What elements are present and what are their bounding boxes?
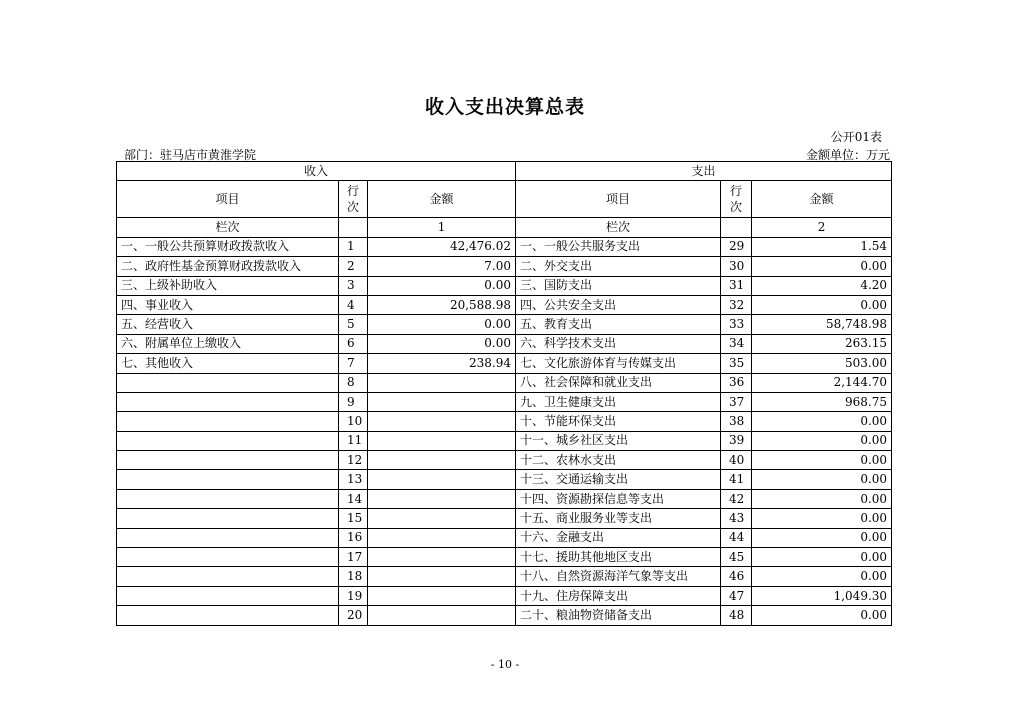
income-item-cell: 二、政府性基金预算财政拨款收入: [117, 257, 339, 276]
table-row: [117, 334, 892, 353]
income-amount-cell: [368, 567, 516, 586]
income-line-cell: 10: [339, 412, 368, 431]
income-item-cell: 五、经营收入: [117, 315, 339, 334]
budget-summary-table: [116, 161, 892, 626]
income-item-cell: 一、一般公共预算财政拨款收入: [117, 237, 339, 256]
income-line-cell: 15: [339, 509, 368, 528]
income-amount-cell: [368, 470, 516, 489]
expense-line-cell: 29: [721, 237, 752, 256]
income-item-cell: [117, 373, 339, 392]
income-section-header: 收入: [117, 162, 516, 181]
income-line-cell: 20: [339, 606, 368, 625]
expense-amount-cell: 0.00: [752, 412, 892, 431]
income-item-cell: 七、其他收入: [117, 354, 339, 373]
expense-amount-cell: 1.54: [752, 237, 892, 256]
table-row: [117, 373, 892, 392]
table-row: [117, 257, 892, 276]
table-row: [117, 586, 892, 605]
expense-line-cell: 42: [721, 489, 752, 508]
expense-line-cell: 31: [721, 276, 752, 295]
table-row: [117, 528, 892, 547]
expense-line-cell: 35: [721, 354, 752, 373]
income-line-cell: 1: [339, 237, 368, 256]
table-row: [117, 354, 892, 373]
expense-item-cell: 三、国防支出: [516, 276, 721, 295]
income-line-cell: 4: [339, 295, 368, 314]
table-row: [117, 295, 892, 314]
expense-amount-cell: 1,049.30: [752, 586, 892, 605]
expense-amount-cell: 968.75: [752, 392, 892, 411]
expense-line-cell: 33: [721, 315, 752, 334]
income-amount-cell: 7.00: [368, 257, 516, 276]
expense-item-header: 项目: [516, 181, 721, 218]
income-amount-cell: [368, 392, 516, 411]
expense-item-cell: 十五、商业服务业等支出: [516, 509, 721, 528]
income-line-cell: 19: [339, 586, 368, 605]
expense-amount-cell: 503.00: [752, 354, 892, 373]
income-amount-cell: [368, 509, 516, 528]
income-amount-cell: [368, 489, 516, 508]
expense-item-cell: 六、科学技术支出: [516, 334, 721, 353]
income-line-cell: 2: [339, 257, 368, 276]
expense-column-label: 栏次: [516, 218, 721, 237]
amount-unit-label: 金额单位：万元: [805, 148, 890, 162]
expense-amount-cell: 0.00: [752, 451, 892, 470]
income-item-cell: [117, 509, 339, 528]
income-line-cell: 8: [339, 373, 368, 392]
expense-item-cell: 十二、农林水支出: [516, 451, 721, 470]
income-amount-cell: [368, 373, 516, 392]
expense-amount-cell: 2,144.70: [752, 373, 892, 392]
income-line-cell: 5: [339, 315, 368, 334]
table-row: [117, 392, 892, 411]
expense-line-cell: 45: [721, 548, 752, 567]
income-amount-cell: [368, 606, 516, 625]
expense-line-header-text: 行次: [730, 184, 743, 215]
expense-item-cell: 十七、援助其他地区支出: [516, 548, 721, 567]
expense-amount-cell: 0.00: [752, 548, 892, 567]
expense-amount-cell: 0.00: [752, 528, 892, 547]
expense-item-cell: 十八、自然资源海洋气象等支出: [516, 567, 721, 586]
expense-item-cell: 一、一般公共服务支出: [516, 237, 721, 256]
page-number: - 10 -: [490, 658, 520, 671]
income-amount-cell: [368, 528, 516, 547]
income-amount-cell: 0.00: [368, 315, 516, 334]
income-item-cell: [117, 489, 339, 508]
income-line-cell: 17: [339, 548, 368, 567]
income-column-line-empty: [339, 218, 368, 237]
expense-line-cell: 40: [721, 451, 752, 470]
income-item-cell: [117, 431, 339, 450]
income-item-cell: 四、事业收入: [117, 295, 339, 314]
income-item-cell: [117, 451, 339, 470]
expense-section-header: 支出: [516, 162, 892, 181]
income-line-cell: 6: [339, 334, 368, 353]
table-row: [117, 509, 892, 528]
income-column-number: 1: [368, 218, 516, 237]
expense-item-cell: 十四、资源勘探信息等支出: [516, 489, 721, 508]
expense-line-cell: 48: [721, 606, 752, 625]
table-row: [117, 470, 892, 489]
expense-column-line-empty: [721, 218, 752, 237]
income-column-label: 栏次: [117, 218, 339, 237]
income-amount-cell: 20,588.98: [368, 295, 516, 314]
expense-amount-cell: 58,748.98: [752, 315, 892, 334]
expense-item-cell: 十三、交通运输支出: [516, 470, 721, 489]
income-item-cell: [117, 606, 339, 625]
income-line-header: [339, 181, 368, 218]
income-item-cell: [117, 470, 339, 489]
expense-amount-cell: 0.00: [752, 295, 892, 314]
expense-amount-cell: 0.00: [752, 567, 892, 586]
expense-amount-cell: 4.20: [752, 276, 892, 295]
income-line-cell: 3: [339, 276, 368, 295]
table-row: [117, 276, 892, 295]
page-title: 收入支出决算总表: [424, 96, 585, 118]
income-amount-cell: 0.00: [368, 276, 516, 295]
income-item-cell: [117, 412, 339, 431]
income-amount-cell: [368, 412, 516, 431]
table-row: [117, 567, 892, 586]
expense-line-cell: 36: [721, 373, 752, 392]
income-item-cell: [117, 567, 339, 586]
income-amount-cell: [368, 431, 516, 450]
income-amount-cell: 238.94: [368, 354, 516, 373]
income-line-header-text: 行次: [347, 184, 360, 215]
expense-line-cell: 32: [721, 295, 752, 314]
table-row: [117, 489, 892, 508]
expense-line-header: [721, 181, 752, 218]
table-row: [117, 451, 892, 470]
expense-line-cell: 46: [721, 567, 752, 586]
income-item-cell: [117, 392, 339, 411]
income-amount-cell: 42,476.02: [368, 237, 516, 256]
form-number: 公开01表: [830, 130, 882, 144]
income-line-cell: 9: [339, 392, 368, 411]
income-amount-cell: 0.00: [368, 334, 516, 353]
expense-line-cell: 38: [721, 412, 752, 431]
expense-line-cell: 47: [721, 586, 752, 605]
income-amount-header: 金额: [368, 181, 516, 218]
income-line-cell: 14: [339, 489, 368, 508]
expense-item-cell: 十、节能环保支出: [516, 412, 721, 431]
expense-amount-cell: 263.15: [752, 334, 892, 353]
income-item-cell: [117, 548, 339, 567]
expense-item-cell: 十九、住房保障支出: [516, 586, 721, 605]
expense-line-cell: 43: [721, 509, 752, 528]
expense-line-cell: 34: [721, 334, 752, 353]
income-amount-cell: [368, 451, 516, 470]
income-line-cell: 7: [339, 354, 368, 373]
income-item-cell: [117, 528, 339, 547]
income-item-cell: 六、附属单位上缴收入: [117, 334, 339, 353]
income-item-header: 项目: [117, 181, 339, 218]
income-amount-cell: [368, 586, 516, 605]
expense-item-cell: 十一、城乡社区支出: [516, 431, 721, 450]
expense-line-cell: 44: [721, 528, 752, 547]
table-row: [117, 237, 892, 256]
expense-amount-cell: 0.00: [752, 489, 892, 508]
table-row: [117, 431, 892, 450]
expense-item-cell: 七、文化旅游体育与传媒支出: [516, 354, 721, 373]
expense-item-cell: 五、教育支出: [516, 315, 721, 334]
expense-item-cell: 二十、粮油物资储备支出: [516, 606, 721, 625]
income-item-cell: 三、上级补助收入: [117, 276, 339, 295]
income-line-cell: 11: [339, 431, 368, 450]
table-row: [117, 548, 892, 567]
expense-item-cell: 九、卫生健康支出: [516, 392, 721, 411]
header-row-columns: [117, 181, 892, 218]
header-row-column-numbers: [117, 218, 892, 237]
expense-item-cell: 十六、金融支出: [516, 528, 721, 547]
expense-item-cell: 二、外交支出: [516, 257, 721, 276]
table-row: [117, 315, 892, 334]
expense-item-cell: 八、社会保障和就业支出: [516, 373, 721, 392]
income-line-cell: 12: [339, 451, 368, 470]
expense-amount-cell: 0.00: [752, 606, 892, 625]
income-line-cell: 18: [339, 567, 368, 586]
expense-line-cell: 30: [721, 257, 752, 276]
income-amount-cell: [368, 548, 516, 567]
table-row: [117, 606, 892, 625]
expense-line-cell: 37: [721, 392, 752, 411]
expense-amount-cell: 0.00: [752, 431, 892, 450]
income-line-cell: 13: [339, 470, 368, 489]
expense-line-cell: 39: [721, 431, 752, 450]
expense-item-cell: 四、公共安全支出: [516, 295, 721, 314]
expense-amount-header: 金额: [752, 181, 892, 218]
expense-column-number: 2: [752, 218, 892, 237]
income-line-cell: 16: [339, 528, 368, 547]
expense-amount-cell: 0.00: [752, 509, 892, 528]
income-item-cell: [117, 586, 339, 605]
table-row: [117, 412, 892, 431]
expense-line-cell: 41: [721, 470, 752, 489]
header-row-section: [117, 162, 892, 181]
expense-amount-cell: 0.00: [752, 470, 892, 489]
expense-amount-cell: 0.00: [752, 257, 892, 276]
department-label: 部门：驻马店市黄淮学院: [124, 148, 257, 162]
